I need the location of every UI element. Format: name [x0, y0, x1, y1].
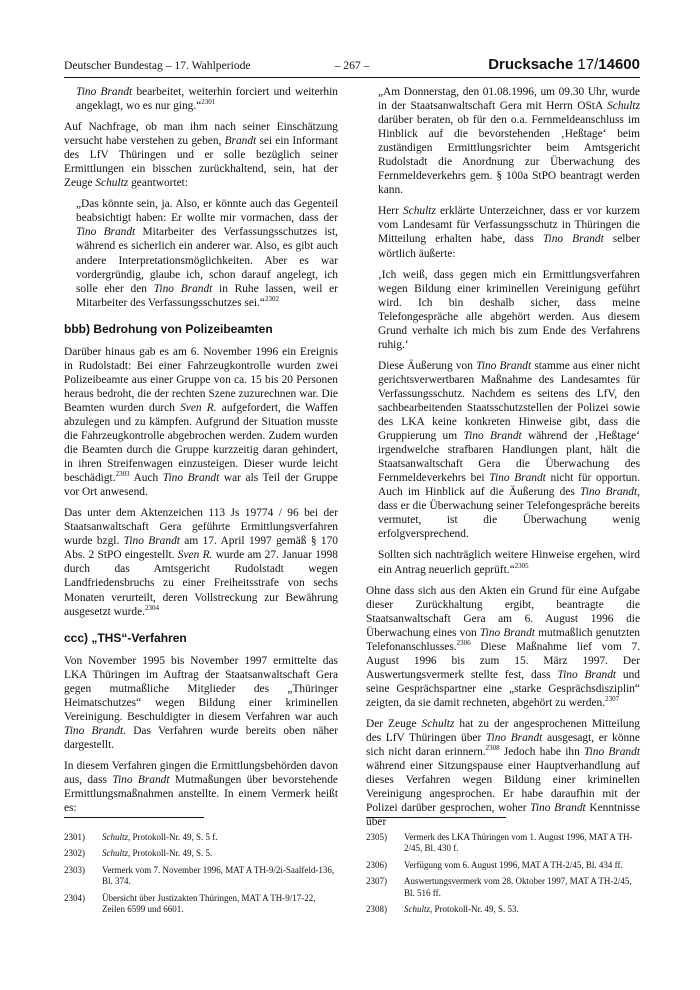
text-run: Verfügung vom 6. August 1996, MAT A TH-2/45, Bl. 434 ff.: [404, 859, 623, 870]
block-quote: [64, 197, 338, 309]
footnote-ref: 2307: [605, 694, 620, 703]
person-name: Tino Brandt: [76, 86, 133, 98]
paragraph: [64, 506, 338, 618]
text-run: nicht für opportun. Auch im Hinblick auf die Äußerung des: [378, 472, 640, 499]
text-run: , dass er die Überwachung seiner Telefongespräche bereits vermutet, ist die Überwachung wenig erfolgversprechend.: [378, 486, 640, 541]
footnote-text: [102, 832, 338, 843]
person-name: Tino Brandt: [64, 724, 124, 737]
text-run: am 17. April 1997 gemäß § 170 Abs. 2 StPO eingestellt.: [64, 535, 338, 562]
text-run: Mutmaßungen über bevorstehende Ermittlungsmaßnahmen anstellte. In einem Vermerk heißt es:: [64, 773, 338, 815]
text-run: Herr: [378, 205, 403, 218]
person-name: Tino Brandt: [485, 732, 543, 745]
person-name: Tino Brandt: [476, 359, 532, 372]
footnote-number: 2308): [366, 904, 387, 915]
header-publication: Deutscher Bundestag – 17. Wahlperiode: [64, 59, 251, 72]
footnotes-left: [64, 832, 338, 920]
doc-label: Drucksache: [488, 56, 574, 73]
person-name: Brandt: [224, 135, 257, 148]
person-name: Tino Brandt: [479, 626, 535, 639]
left-column: [64, 85, 338, 822]
person-name: Tino Brandt: [112, 773, 170, 786]
footnote-text: [102, 848, 338, 859]
text-run: stamme aus einer nicht gerichtsverwertbaren Maßnahme des Landesamtes für Verfassungsschutz. Nachdem es seitens des LfV, den sachbearbeitenden Staatsschutzstellen der Polizei sowie des LKA keine konkreten Hinweise gibt, dass die Gruppierung um: [378, 359, 640, 443]
block-quote: [366, 359, 640, 542]
person-name: Tino Brandt: [76, 226, 136, 239]
text-run: „Das könnte sein, ja. Also, er könnte auch das Gegenteil beabsichtigt haben: Er wollte mir vormachen, dass der: [76, 198, 338, 225]
paragraph: [64, 759, 338, 815]
person-name: Tino Brandt: [583, 746, 640, 759]
person-name: Schultz: [404, 904, 430, 915]
text-run: , Protokoll-Nr. 49, S. 5 f.: [128, 832, 218, 842]
text-run: in Ruhe lassen, weil er Mitarbeiter des Verfassungsschutzes sei.“: [76, 282, 338, 309]
paragraph: [366, 717, 640, 829]
text-run: aufgefordert, die Waffen abzulegen und zu kämpfen. Aufgrund der Situation musste die Fahrzeugkontrolle abgebrochen werden. Zudem wurden die Beamten durch die Gruppe kurzzeitig daran gehindert, in ihren Streifenwagen einzusteigen. Dieser wurde leicht beschädigt.: [64, 401, 338, 485]
person-name: Tino Brandt: [530, 802, 586, 815]
block-quote: ‚Ich weiß, dass gegen mich ein Ermittlungsverfahren wegen Bildung einer kriminellen Vereinigung geführt wird. Ich bin deshalb sicher, dass meine Telefongespräche alle abgehört werden. Aus diesem Grund verhalte ich mich bis zum Ende des Verfahrens ruhig.‘: [378, 268, 640, 351]
text-run: erklärte Unterzeichner, dass er vor kurzem vom Landesamt für Verfassungsschutz in Thüringen die Mitteilung erhalten habe, dass: [378, 205, 640, 246]
footnote-number: 2305): [366, 832, 387, 842]
text-run: In diesem Verfahren gingen die Ermittlungsbehörden davon aus, dass: [64, 759, 338, 786]
footnote: [64, 893, 338, 916]
person-name: Tino Brandt: [153, 282, 213, 295]
text-run: hat zu der angesprochenen Mitteilung des LfV Thüringen über: [366, 717, 640, 745]
text-run: Jedoch habe ihn: [499, 746, 584, 759]
paragraph: [366, 584, 640, 710]
footnote-number: 2306): [366, 859, 387, 870]
text-run: Vermerk vom 7. November 1996, MAT A TH-9/2i-Saalfeld-136, Bl. 374.: [102, 864, 335, 887]
footnote-ref: 2302: [264, 294, 279, 303]
footnote-ref: 2308: [485, 744, 500, 753]
text-run: war als Teil der Gruppe vor Ort anwesend.: [64, 472, 338, 499]
footnotes-right: [366, 832, 640, 920]
text-run: Übersicht über Justizakten Thüringen, MAT A TH-9/17-22, Zeilen 6599 und 6601.: [102, 892, 316, 915]
block-quote: [366, 548, 640, 576]
block-quote: [366, 204, 640, 260]
header-rule: [64, 77, 640, 78]
person-name: Tino Brandt: [489, 472, 546, 485]
right-column: [366, 85, 640, 836]
doc-number-prefix: 17/: [577, 56, 599, 73]
paragraph: [64, 654, 338, 752]
person-name: Tino Brandt: [557, 668, 617, 681]
page-header: [64, 57, 640, 79]
paragraph: [64, 345, 338, 500]
text-run: , Protokoll-Nr. 49, S. 53.: [430, 904, 519, 915]
paragraph: [64, 120, 338, 190]
text-run: Auswertungsvermerk vom 28. Oktober 1997, MAT A TH-2/45, Bl. 516 ff.: [404, 876, 632, 898]
text-run: sei ein Informant des LfV Thüringen und er solle bezüglich seiner Ermittlungen ein bisschen zurückhaltend, sein, hat der Zeuge: [64, 135, 338, 190]
text-run: während einer Sitzungspause einer Hauptverhandlung auf dieses Verfahren wegen Bildung einer kriminellen Vereinigung angesprochen. Er habe daraufhin mit der Polizei darüber gesprochen, woher: [366, 760, 640, 815]
person-name: Tino Brandt: [162, 472, 220, 485]
text-run: Diese Äußerung von: [378, 359, 477, 372]
footnote-ref: 2303: [115, 470, 130, 479]
person-name: Sven R.: [180, 401, 217, 414]
text-run: Auf Nachfrage, ob man ihm nach seiner Einschätzung versucht habe verstehen zu geben,: [64, 121, 338, 148]
footnote-text: [404, 860, 640, 871]
footnote-rule: [64, 817, 204, 818]
footnote-number: 2303): [64, 864, 85, 875]
footnote: [366, 904, 640, 915]
text-run: „Am Donnerstag, den 01.08.1996, um 09.30 Uhr, wurde in der Staatsanwaltschaft Gera mit Herrn OStA: [378, 86, 640, 113]
footnote: [64, 865, 338, 888]
footnote: [366, 832, 640, 855]
doc-number-main: 14600: [598, 56, 640, 73]
text-run: während der ‚Heßtage‘ irgendwelche strafbaren Handlungen plant, hält die Staatsanwaltschaft Gera die Überwachung des Fernmeldeverkehrs bei: [378, 430, 640, 485]
text-run: wurde am 27. Januar 1998 durch das Amtsgericht Rudolstadt wegen Landfriedensbruchs zu einer Freiheitsstrafe von sechs Monaten verurteilt, deren Vollstreckung zur Bewährung ausgesetzt wurde.: [64, 549, 338, 618]
footnote-text: [102, 893, 338, 916]
person-name: Schultz: [607, 100, 640, 113]
text-run: Ohne dass sich aus den Akten ein Grund für eine Aufgabe dieser Zurückhaltung ergibt, beantragte die Staatsanwaltschaft Gera am 6. August 1996 die Überwachung eines von: [366, 584, 640, 639]
text-run: Darüber hinaus gab es am 6. November 1996 ein Ereignis in Rudolstadt: Bei einer Fahrzeugkontrolle wurden zwei Polizeibeamte aus einer Gruppe von ca. 15 bis 20 Personen heraus bedroht, die der rechten Szene zuzurechnen war. Die Beamten wurden durch: [64, 345, 338, 414]
quote-continuation: [64, 85, 338, 113]
text-run: darüber beraten, ob für den o.a. Fernmeldeanschluss im Hinblick auf die bevorstehenden ‚Heßtage‘ beim zuständigen Ermittlungsrichter beim Amtsgericht Rudolstadt die Anordnung zur Überwachung des Fernmeldeverkehrs gem. § 100a StPO beantragt werden kann.: [378, 114, 640, 197]
page-number: – 267 –: [334, 59, 370, 72]
text-run: mutmaßlich genutzten Telefonanschlusses.: [366, 626, 640, 653]
text-run: geantwortet:: [128, 177, 188, 190]
text-run: Sollten sich nachträglich weitere Hinweise ergehen, wird ein Antrag neuerlich geprüft.“: [378, 549, 640, 576]
text-run: . Das Verfahren wurde bereits oben näher dargestellt.: [64, 724, 338, 751]
footnote: [366, 860, 640, 871]
footnote-ref: 2304: [144, 603, 159, 612]
document-number: [488, 56, 640, 73]
footnote-number: 2301): [64, 832, 85, 842]
text-run: Vermerk des LKA Thüringen vom 1. August 1996, MAT A TH-2/45, Bl. 430 f.: [404, 832, 633, 854]
section-heading: bbb) Bedrohung von Polizeibeamten: [64, 321, 273, 336]
footnote-text: [404, 832, 640, 855]
footnote-ref: 2306: [456, 638, 471, 647]
footnote-number: 2307): [366, 876, 387, 887]
footnote-text: [102, 865, 338, 888]
footnote-rule: [366, 817, 506, 818]
footnote-ref: 2301: [201, 98, 216, 107]
block-quote: [366, 85, 640, 197]
person-name: Schultz: [95, 177, 129, 190]
footnote-number: 2302): [64, 848, 85, 859]
text-run: , Protokoll-Nr. 49, S. 5.: [128, 848, 213, 859]
person-name: Tino Brandt: [123, 535, 180, 548]
text-run: Diese Maßnahme lief vom 7. August 1996 bis zum 15. März 1997. Der Auswertungsvermerk stellte fest, dass: [366, 640, 640, 681]
text-run: und seine Gesprächspartner eine „starke Gesprächsdisziplin“ zeigten, da sie damit rechneten, abgehört zu werden.: [366, 668, 640, 709]
text-run: Das unter dem Aktenzeichen 113 Js 19774 / 96 bei der Staatsanwaltschaft Gera geführte Ermittlungsverfahren wurde bzgl.: [64, 507, 338, 548]
text-run: ausgesagt, er könne sich nicht daran erinnern.: [366, 732, 640, 759]
footnote-text: [404, 904, 640, 915]
person-name: Sven R.: [177, 549, 213, 562]
text-run: bearbeitet, weiterhin forciert und weiterhin angeklagt, wo es nur ging.“: [76, 86, 338, 113]
section-heading: ccc) „THS“-Verfahren: [64, 630, 187, 645]
footnote: [366, 876, 640, 899]
text-run: selber wörtlich äußerte:: [378, 233, 641, 260]
person-name: Tino Brandt: [542, 233, 604, 246]
person-name: Schultz: [102, 848, 128, 859]
footnote-number: 2304): [64, 892, 85, 903]
person-name: Schultz: [421, 717, 455, 730]
footnote-text: [404, 876, 640, 899]
text-run: Von November 1995 bis November 1997 ermittelte das LKA Thüringen im Auftrag der Staatsanwaltschaft Gera gegen mutmaßliche Mitglieder des „Thüringer Heimatschutzes“ wegen Bildung einer kriminellen Vereinigung. Beschuldigter in diesem Verfahren war auch: [64, 654, 338, 723]
person-name: Schultz: [402, 205, 436, 218]
footnote: [64, 848, 338, 859]
footnote-ref: 2305: [514, 561, 529, 570]
text-run: Mitarbeiter des Verfassungsschutzes ist, während es sicherlich ein anderer war. Also, es gibt auch andere Interpretationsmöglichkeiten. Aber es war vordergründig, glaube ich, schon darauf angelegt, ich solle eher den: [76, 226, 338, 295]
text-run: Auch: [129, 472, 163, 485]
person-name: Schultz: [102, 832, 128, 842]
text-run: Der Zeuge: [366, 717, 422, 730]
text-run: Kenntnisse über: [366, 802, 640, 829]
footnote: [64, 832, 338, 843]
person-name: Tino Brandt: [463, 430, 522, 443]
person-name: Tino Brandt: [580, 486, 638, 499]
